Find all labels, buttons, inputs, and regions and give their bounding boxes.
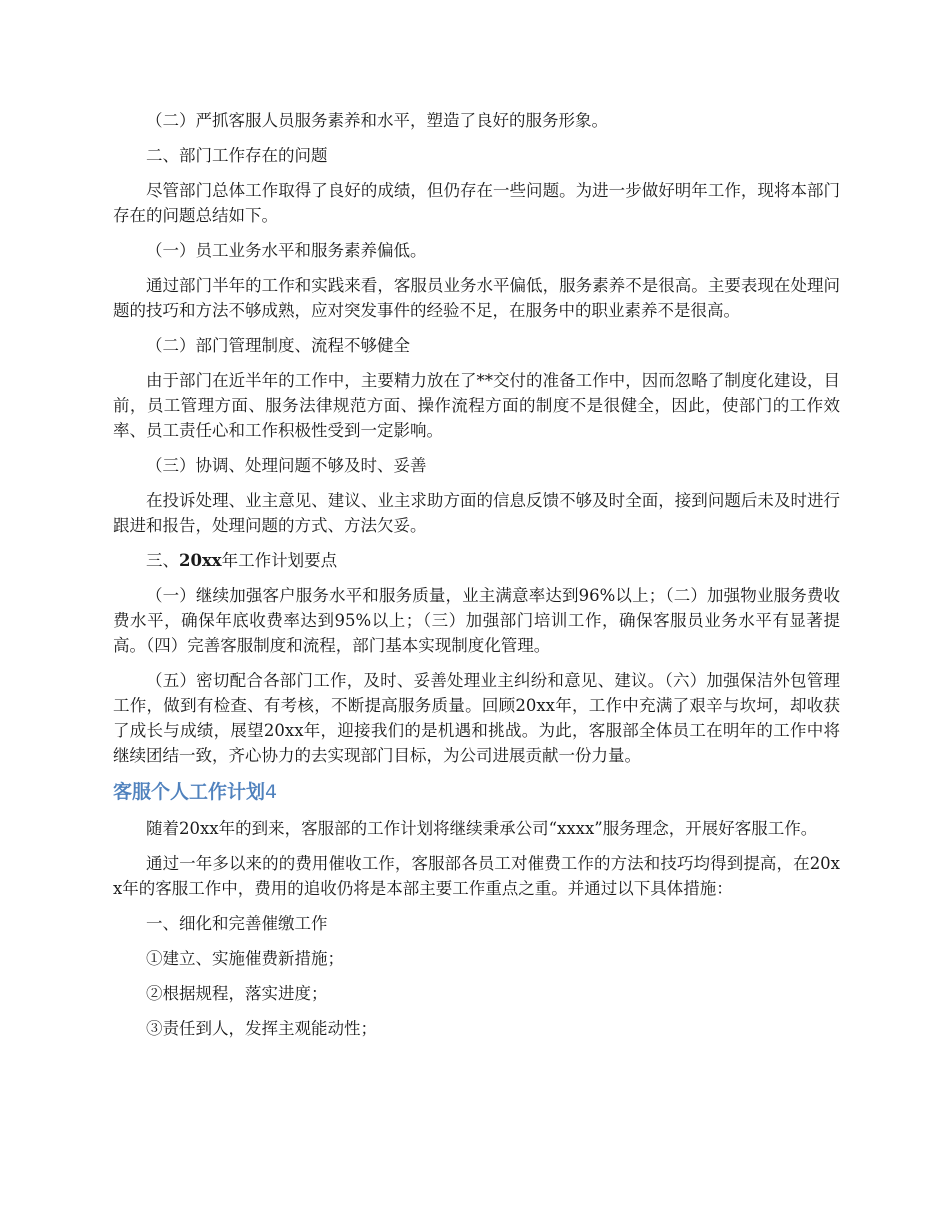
- section-prefix: 三、: [146, 551, 179, 570]
- subsection-title: （一）员工业务水平和服务素养偏低。: [146, 241, 427, 260]
- list-item: ①建立、实施催费新措施；: [146, 949, 344, 968]
- paragraph: 随着20xx年的到来，客服部的工作计划将继续秉承公司“xxxx”服务理念，开展好客服工作。: [146, 819, 818, 838]
- paragraph: 尽管部门总体工作取得了良好的成绩，但仍存在一些问题。为进一步做好明年工作，现将本部门存在的问题总结如下。: [113, 181, 840, 225]
- paragraph: 通过部门半年的工作和实践来看，客服员业务水平偏低，服务素养不是很高。主要表现在处理问题的技巧和方法不够成熟，应对突发事件的经验不足，在服务中的职业素养不是很高。: [113, 276, 840, 320]
- paragraph: （一）继续加强客户服务水平和服务质量，业主满意率达到96%以上；（二）加强物业服务费收费水平，确保年底收费率达到95%以上；（三）加强部门培训工作，确保客服员业务水平有显著提高。（四）完善客服制度和流程，部门基本实现制度化管理。: [113, 586, 840, 655]
- list-item: ③责任到人，发挥主观能动性；: [146, 1019, 377, 1038]
- paragraph: （五）密切配合各部门工作，及时、妥善处理业主纠纷和意见、建议。（六）加强保洁外包管理工作，做到有检查、有考核，不断提高服务质量。回顾20xx年，工作中充满了艰辛与坎坷，却收获了成长与成绩，展望20xx年，迎接我们的是机遇和挑战。为此，客服部全体员工在明年的工作中将继续团结一致，齐心协力的去实现部门目标，为公司进展贡献一份力量。: [113, 671, 840, 765]
- subsection-title: （三）协调、处理问题不够及时、妥善: [146, 456, 427, 475]
- section-suffix: 年工作计划要点: [221, 551, 338, 570]
- subsection-title: （二）部门管理制度、流程不够健全: [146, 336, 410, 355]
- document-page: [113, 108, 840, 1051]
- paragraph: 通过一年多以来的的费用催收工作，客服部各员工对催费工作的方法和技巧均得到提高，在20xx年的客服工作中，费用的追收仍将是本部主要工作重点之重。并通过以下具体措施：: [113, 854, 840, 898]
- paragraph: 在投诉处理、业主意见、建议、业主求助方面的信息反馈不够及时全面，接到问题后未及时进行跟进和报告，处理问题的方式、方法欠妥。: [113, 491, 840, 535]
- paragraph: 由于部门在近半年的工作中，主要精力放在了**交付的准备工作中，因而忽略了制度化建设，目前，员工管理方面、服务法律规范方面、操作流程方面的制度不是很健全，因此，使部门的工作效率、员工责任心和工作积极性受到一定影响。: [113, 371, 840, 440]
- list-item: ②根据规程，落实进度；: [146, 984, 328, 1003]
- paragraph: （二）严抓客服人员服务素养和水平，塑造了良好的服务形象。: [146, 111, 608, 130]
- section-title: 二、部门工作存在的问题: [146, 146, 328, 165]
- heading-number: 4: [265, 781, 278, 803]
- document-heading: [113, 778, 840, 806]
- section-title: 一、细化和完善催缴工作: [146, 914, 328, 933]
- heading-title: 客服个人工作计划: [113, 781, 266, 803]
- section-year: 20xx: [179, 551, 222, 570]
- section-title-plan: [113, 548, 840, 573]
